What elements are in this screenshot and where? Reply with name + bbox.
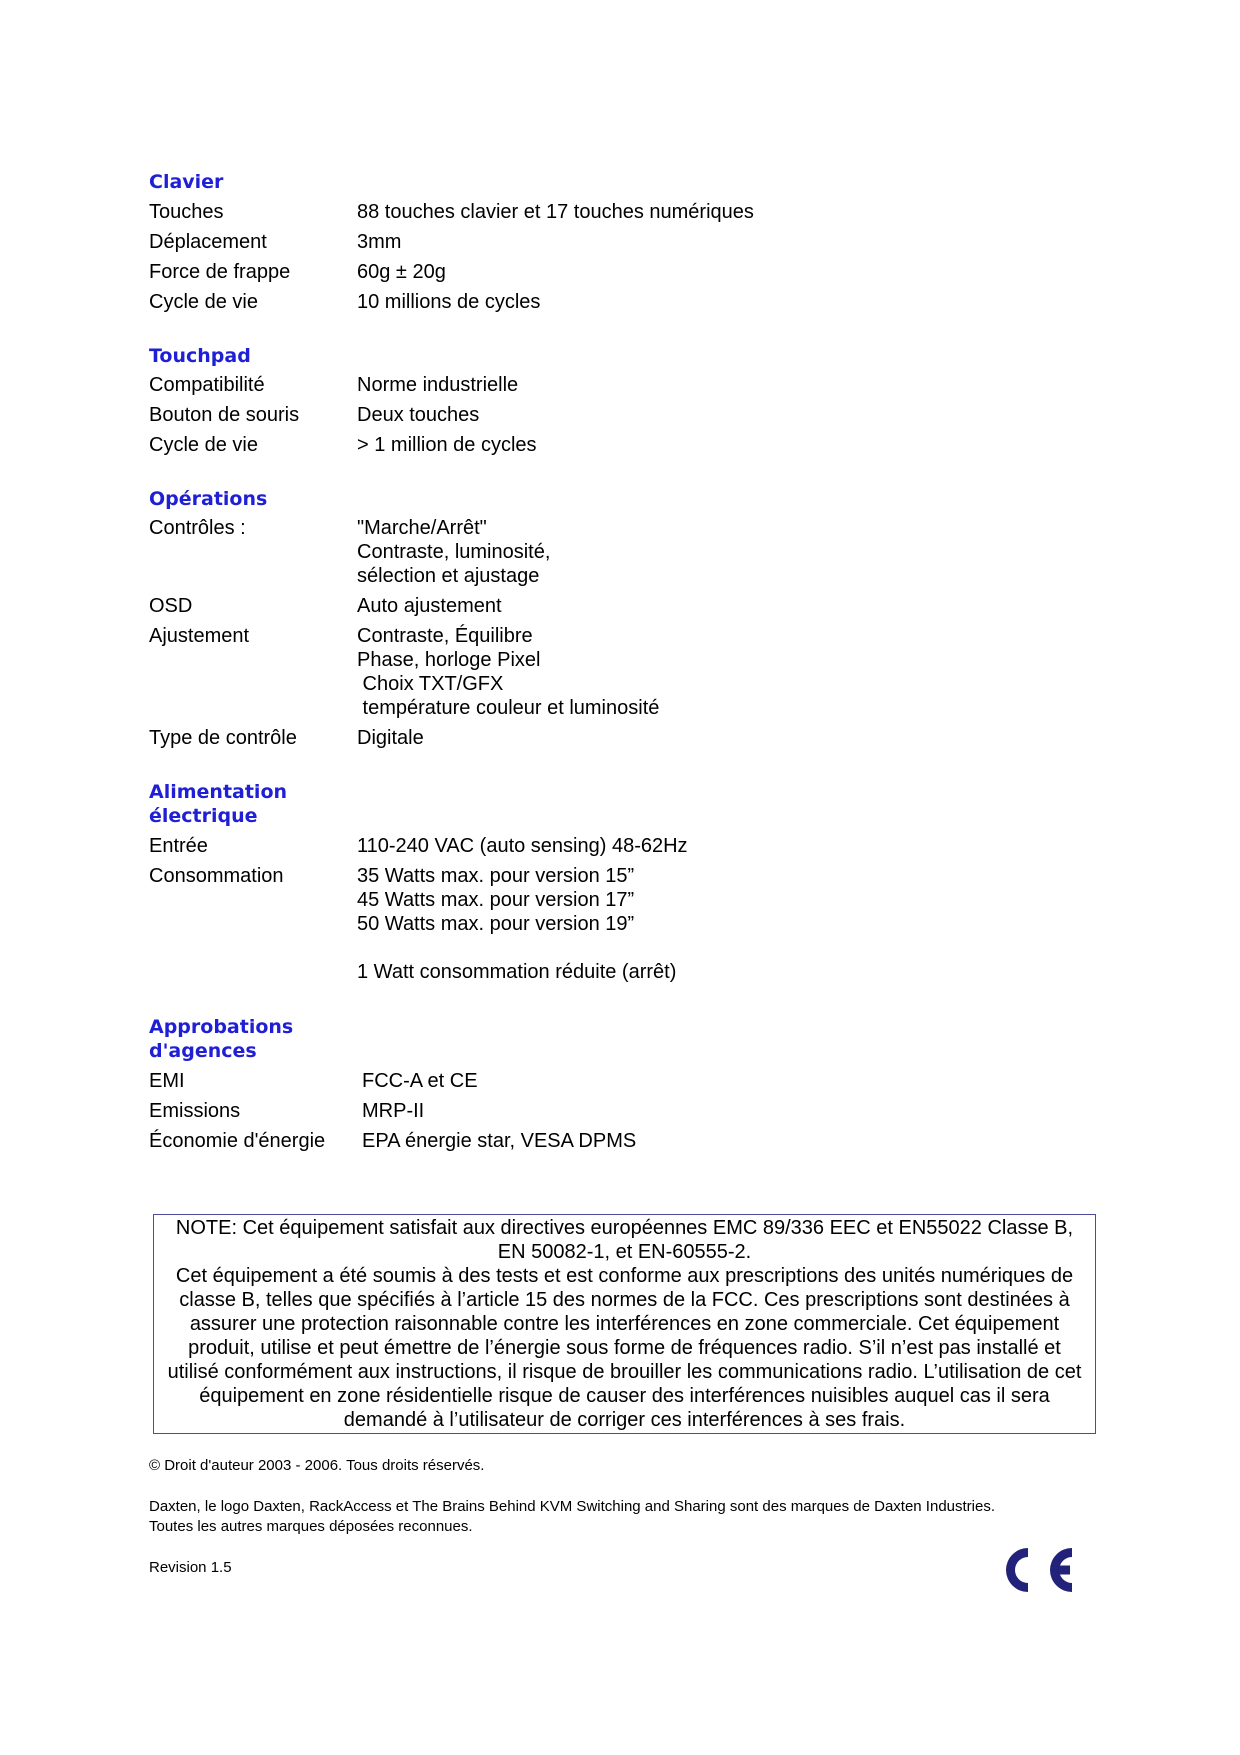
note-paragraph-1: NOTE: Cet équipement satisfait aux directives européennes EMC 89/336 EEC et EN55022 Classe B, EN 50082-1, et EN-60555-2. <box>175 1217 1074 1263</box>
section-heading-operations: Opérations <box>149 488 268 510</box>
spec-label: Contrôles : <box>149 517 246 539</box>
spec-label: Ajustement <box>149 625 250 647</box>
spec-value-line: "Marche/Arrêt" <box>357 517 487 539</box>
spec-value: 3mm <box>357 231 402 253</box>
spec-value: Deux touches <box>357 404 480 426</box>
spec-label: EMI <box>149 1070 185 1092</box>
ce-letter-e <box>1050 1548 1072 1592</box>
spec-value-line: 35 Watts max. pour version 15” <box>357 865 635 887</box>
spec-value-line: température couleur et luminosité <box>357 697 660 719</box>
spec-label: Bouton de souris <box>149 404 300 426</box>
spec-label: Entrée <box>149 835 208 857</box>
spec-label: Compatibilité <box>149 374 265 396</box>
trademark-text-line2: Toutes les autres marques déposées reconnues. <box>149 1518 473 1535</box>
section-heading-approbations: Approbations <box>149 1016 294 1038</box>
ce-mark-logo <box>990 1540 1080 1600</box>
spec-value-line: 1 Watt consommation réduite (arrêt) <box>357 961 677 983</box>
spec-label: Force de frappe <box>149 261 291 283</box>
ce-letter-c <box>1006 1548 1028 1592</box>
spec-label: Cycle de vie <box>149 291 258 313</box>
spec-value: Auto ajustement <box>357 595 502 617</box>
spec-value: 110-240 VAC (auto sensing) 48-62Hz <box>357 835 688 857</box>
trademark-text: Daxten, le logo Daxten, RackAccess et The Brains Behind KVM Switching and Sharing sont des marques de Daxten Industries. <box>149 1498 996 1515</box>
spec-value-line: Contraste, Équilibre <box>357 625 533 647</box>
spec-value-line: sélection et ajustage <box>357 565 540 587</box>
section-heading-approbations-line2: d'agences <box>149 1040 257 1062</box>
spec-value: Norme industrielle <box>357 374 519 396</box>
note-paragraph-2: Cet équipement a été soumis à des tests et est conforme aux prescriptions des unités numériques de classe B, telles que spécifiés à l’article 15 des normes de la FCC. Ces prescriptions sont destinées à assurer une protection raisonnable contre les interférences en zone commerciale. Cet équipement produit, utilise et peut émettre de l’énergie sous forme de fréquences radio. S’il n’est pas installé et utilisé conformément aux instructions, il risque de brouiller les communications radio. L’utilisation de cet équipement en zone résidentielle risque de causer des interférences nuisibles auquel cas il sera demandé à l’utilisateur de corriger ces interférences à ses frais. <box>167 1265 1082 1431</box>
spec-value: > 1 million de cycles <box>357 434 537 456</box>
spec-value: 10 millions de cycles <box>357 291 541 313</box>
revision-text: Revision 1.5 <box>149 1559 232 1576</box>
spec-label: Déplacement <box>149 231 267 253</box>
spec-label: Économie d'énergie <box>149 1130 326 1152</box>
spec-value-line: 50 Watts max. pour version 19” <box>357 913 635 935</box>
spec-value: MRP-II <box>362 1100 425 1122</box>
spec-label: Type de contrôle <box>149 727 297 749</box>
spec-value: Digitale <box>357 727 424 749</box>
spec-label: OSD <box>149 595 193 617</box>
spec-value: 60g ± 20g <box>357 261 446 283</box>
spec-value-line: Phase, horloge Pixel <box>357 649 541 671</box>
spec-value: 88 touches clavier et 17 touches numériques <box>357 201 754 223</box>
spec-label: Touches <box>149 201 224 223</box>
section-heading-clavier: Clavier <box>149 171 224 193</box>
section-heading-alimentation: Alimentation <box>149 781 288 803</box>
copyright-text: © Droit d'auteur 2003 - 2006. Tous droits réservés. <box>149 1457 485 1474</box>
section-heading-alimentation-line2: électrique <box>149 805 258 827</box>
spec-value-line: 45 Watts max. pour version 17” <box>357 889 635 911</box>
spec-value: FCC-A et CE <box>362 1070 478 1092</box>
section-heading-touchpad: Touchpad <box>149 345 251 367</box>
spec-label: Emissions <box>149 1100 241 1122</box>
spec-value-line: Choix TXT/GFX <box>357 673 504 695</box>
spec-label: Cycle de vie <box>149 434 258 456</box>
spec-label: Consommation <box>149 865 284 887</box>
spec-value: EPA énergie star, VESA DPMS <box>362 1130 637 1152</box>
fcc-note-box <box>153 1214 1096 1434</box>
spec-value-line: Contraste, luminosité, <box>357 541 551 563</box>
